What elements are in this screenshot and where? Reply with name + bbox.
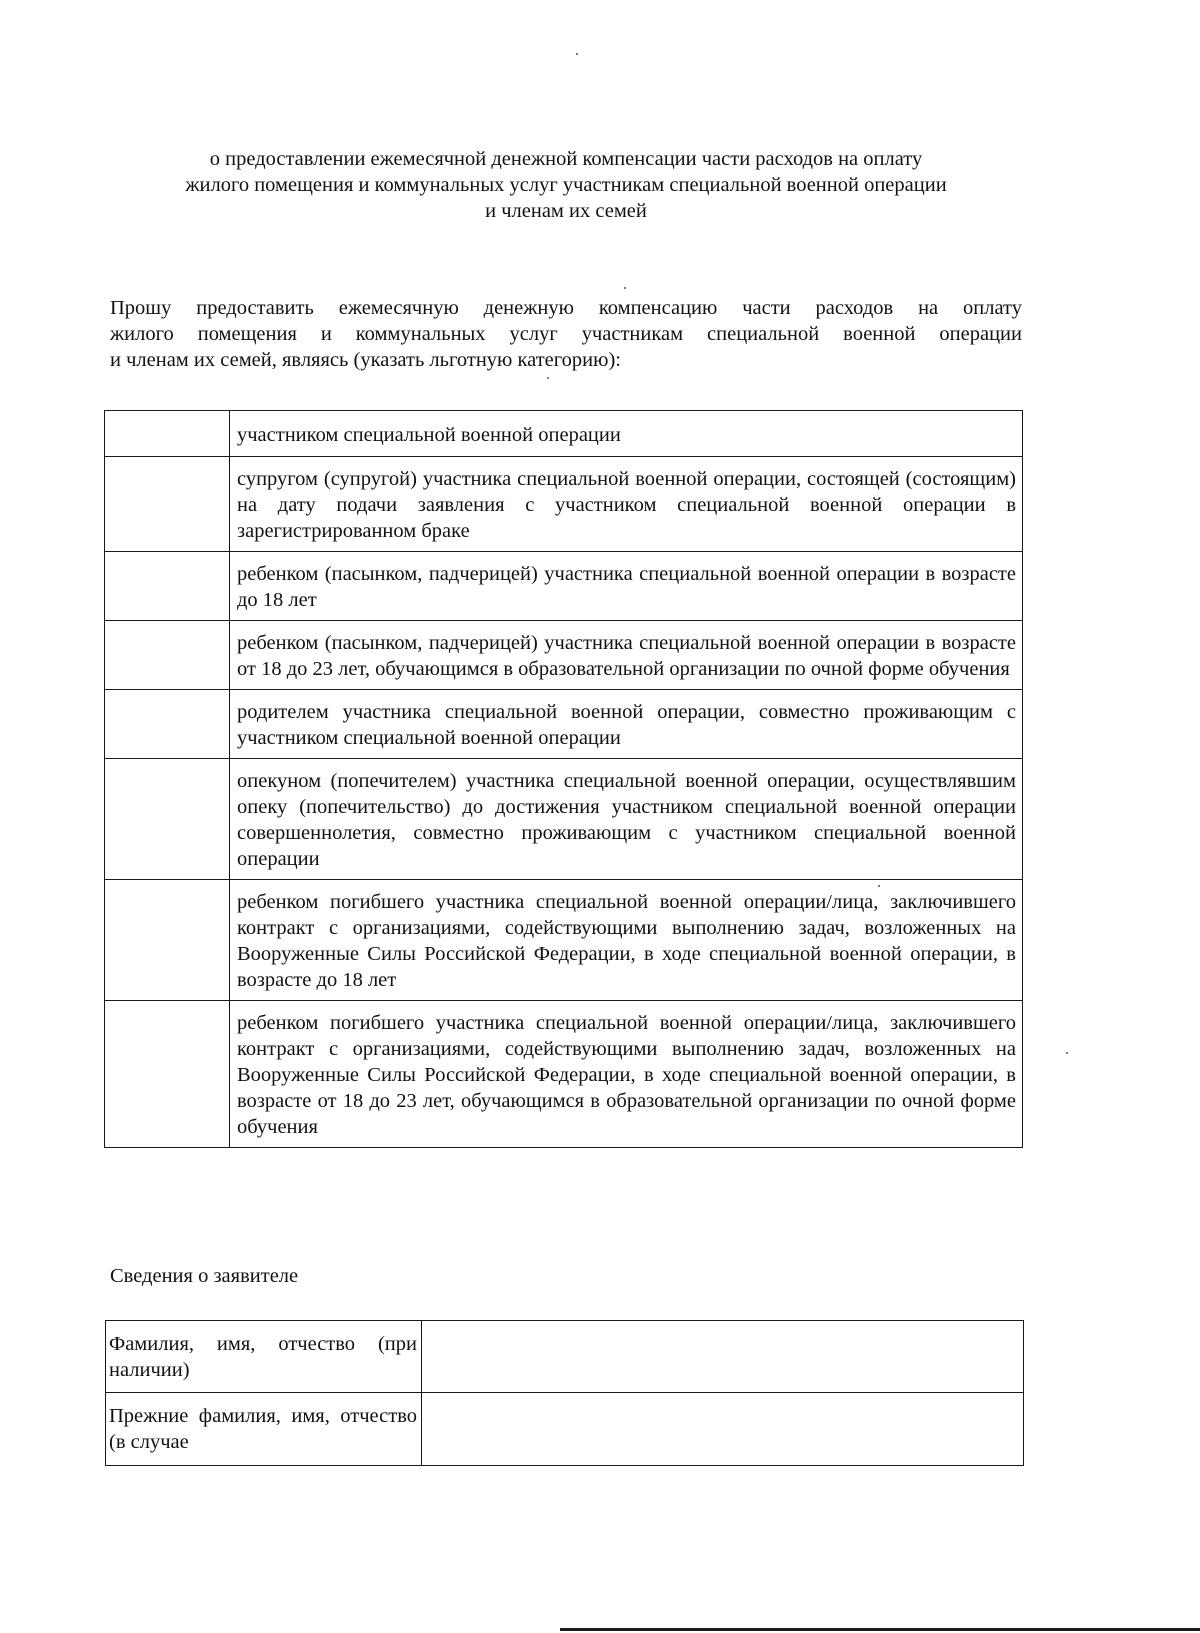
document-title xyxy=(110,146,1022,224)
category-row xyxy=(105,457,1023,552)
title-line: жилого помещения и коммунальных услуг участникам специальной военной операции xyxy=(185,174,947,196)
category-text: ребенком погибшего участника специальной военной операции/лица, заключившего контракт с организациями, содействующими выполнению задач, возложенных на Вооруженные Силы Российской Федерации, в ходе специальной военной операции, в возрасте до 18 лет xyxy=(230,880,1023,1001)
request-paragraph xyxy=(110,295,1022,373)
category-checkbox-cell[interactable] xyxy=(105,621,230,690)
category-checkbox-cell[interactable] xyxy=(105,759,230,880)
category-table xyxy=(104,410,1023,1148)
scan-speck xyxy=(1066,1052,1068,1054)
category-row xyxy=(105,621,1023,690)
category-text: супругом (супругой) участника специальной военной операции, состоящей (состоящим) на дату подачи заявления с участником специальной военной операции в зарегистрированном браке xyxy=(230,457,1023,552)
scan-speck xyxy=(576,53,578,55)
category-checkbox-cell[interactable] xyxy=(105,690,230,759)
applicant-full-name-field[interactable] xyxy=(422,1321,1024,1393)
applicant-field-label: Фамилия, имя, отчество (при наличии) xyxy=(106,1321,422,1393)
request-line: Прошу предоставить ежемесячную денежную компенсацию части расходов на оплату xyxy=(110,297,1022,319)
applicant-row xyxy=(106,1393,1024,1466)
category-row xyxy=(105,759,1023,880)
category-row xyxy=(105,690,1023,759)
request-line: жилого помещения и коммунальных услуг участникам специальной военной операции xyxy=(110,323,1022,345)
category-text: участником специальной военной операции xyxy=(230,411,1023,457)
title-line: о предоставлении ежемесячной денежной компенсации части расходов на оплату xyxy=(209,148,923,170)
scan-edge-line xyxy=(560,1628,1200,1631)
applicant-field-label: Прежние фамилия, имя, отчество (в случае xyxy=(106,1393,422,1466)
applicant-row xyxy=(106,1321,1024,1393)
category-checkbox-cell[interactable] xyxy=(105,457,230,552)
category-text: ребенком погибшего участника специальной военной операции/лица, заключившего контракт с организациями, содействующими выполнению задач, возложенных на Вооруженные Силы Российской Федерации, в ходе специальной военной операции, в возрасте от 18 до 23 лет, обучающимся в образовательной организации по очной форме обучения xyxy=(230,1001,1023,1148)
title-line: и членам их семей xyxy=(485,200,647,222)
request-line: и членам их семей, являясь (указать льготную категорию): xyxy=(110,349,621,371)
category-checkbox-cell[interactable] xyxy=(105,880,230,1001)
category-text: ребенком (пасынком, падчерицей) участника специальной военной операции в возрасте от 18 до 23 лет, обучающимся в образовательной организации по очной форме обучения xyxy=(230,621,1023,690)
applicant-table xyxy=(105,1320,1024,1466)
scan-speck xyxy=(624,287,626,289)
category-text: опекуном (попечителем) участника специальной военной операции, осуществлявшим опеку (попечительство) до достижения участником специальной военной операции совершеннолетия, совместно проживающим с участником специальной военной операции xyxy=(230,759,1023,880)
category-row xyxy=(105,411,1023,457)
category-text: ребенком (пасынком, падчерицей) участника специальной военной операции в возрасте до 18 лет xyxy=(230,552,1023,621)
applicant-previous-name-field[interactable] xyxy=(422,1393,1024,1466)
category-checkbox-cell[interactable] xyxy=(105,1001,230,1148)
category-row xyxy=(105,880,1023,1001)
category-text: родителем участника специальной военной операции, совместно проживающим с участником специальной военной операции xyxy=(230,690,1023,759)
category-checkbox-cell[interactable] xyxy=(105,552,230,621)
category-row xyxy=(105,1001,1023,1148)
category-row xyxy=(105,552,1023,621)
category-checkbox-cell[interactable] xyxy=(105,411,230,457)
applicant-section-heading: Сведения о заявителе xyxy=(110,1265,299,1287)
scan-speck xyxy=(547,377,549,379)
scan-speck xyxy=(878,885,880,887)
